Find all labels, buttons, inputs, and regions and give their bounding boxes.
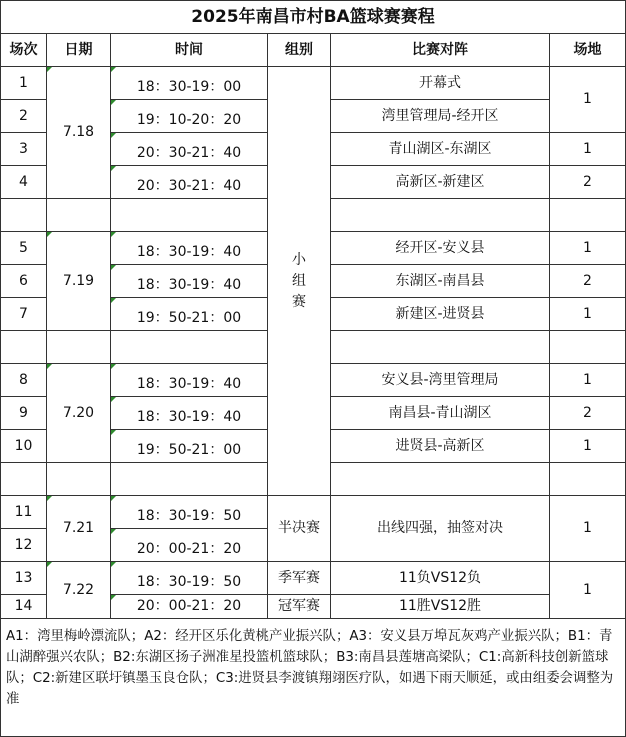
cell-comment-marker xyxy=(111,133,116,138)
spacer-cell xyxy=(111,331,268,364)
header-date: 日期 xyxy=(47,34,111,67)
header-matchup: 比赛对阵 xyxy=(331,34,550,67)
venue-cell: 2 xyxy=(550,265,626,298)
game-number: 9 xyxy=(0,397,47,430)
matchup-cell: 进贤县-高新区 xyxy=(331,430,550,463)
header-time: 时间 xyxy=(111,34,268,67)
cell-comment-marker xyxy=(47,232,52,237)
spacer-cell xyxy=(111,199,268,232)
spacer-cell xyxy=(331,199,550,232)
date-cell: 7.20 xyxy=(47,364,111,463)
date-cell: 7.22 xyxy=(47,562,111,619)
matchup-cell: 11胜VS12胜 xyxy=(331,595,550,619)
matchup-cell: 11负VS12负 xyxy=(331,562,550,595)
header-group: 组别 xyxy=(268,34,331,67)
cell-comment-marker xyxy=(111,67,116,72)
matchup-cell: 出线四强，抽签对决 xyxy=(331,496,550,562)
semifinal-label: 半决赛 xyxy=(268,496,331,562)
matchup-cell: 青山湖区-东湖区 xyxy=(331,133,550,166)
venue-cell: 1 xyxy=(550,562,626,619)
game-number: 4 xyxy=(0,166,47,199)
time-cell: 18：30-19：40 xyxy=(111,397,268,430)
game-number: 10 xyxy=(0,430,47,463)
game-number: 5 xyxy=(0,232,47,265)
final-label: 冠军赛 xyxy=(268,595,331,619)
cell-comment-marker xyxy=(47,364,52,369)
venue-cell: 1 xyxy=(550,298,626,331)
time-cell: 18：30-19：50 xyxy=(111,562,268,595)
game-number: 1 xyxy=(0,67,47,100)
cell-comment-marker xyxy=(111,397,116,402)
spacer-cell xyxy=(550,199,626,232)
cell-comment-marker xyxy=(111,232,116,237)
game-number: 11 xyxy=(0,496,47,529)
game-number: 14 xyxy=(0,595,47,619)
venue-cell: 1 xyxy=(550,496,626,562)
game-number: 2 xyxy=(0,100,47,133)
matchup-cell: 经开区-安义县 xyxy=(331,232,550,265)
game-number: 6 xyxy=(0,265,47,298)
matchup-cell: 湾里管理局-经开区 xyxy=(331,100,550,133)
cell-comment-marker xyxy=(111,265,116,270)
header-game-no: 场次 xyxy=(0,34,47,67)
time-cell: 20：00-21：20 xyxy=(111,595,268,619)
venue-cell: 1 xyxy=(550,67,626,133)
spacer-cell xyxy=(0,199,47,232)
table-title: 2025年南昌市村BA篮球赛赛程 xyxy=(0,0,626,34)
cell-comment-marker xyxy=(111,364,116,369)
time-cell: 19：50-21：00 xyxy=(111,298,268,331)
spacer-cell xyxy=(550,331,626,364)
date-cell: 7.19 xyxy=(47,232,111,331)
game-number: 8 xyxy=(0,364,47,397)
time-cell: 19：10-20：20 xyxy=(111,100,268,133)
venue-cell: 1 xyxy=(550,133,626,166)
spacer-cell xyxy=(550,463,626,496)
time-cell: 18：30-19：00 xyxy=(111,67,268,100)
game-number: 13 xyxy=(0,562,47,595)
game-number: 3 xyxy=(0,133,47,166)
time-cell: 20：00-21：20 xyxy=(111,529,268,562)
time-cell: 18：30-19：40 xyxy=(111,232,268,265)
spacer-cell xyxy=(111,463,268,496)
matchup-cell: 新建区-进贤县 xyxy=(331,298,550,331)
matchup-cell: 南昌县-青山湖区 xyxy=(331,397,550,430)
header-venue: 场地 xyxy=(550,34,626,67)
cell-comment-marker xyxy=(111,298,116,303)
team-notes: A1：湾里梅岭漂流队；A2：经开区乐化黄桃产业振兴队；A3：安义县万埠瓦灰鸡产业振兴队；B1：青山湖醉强兴农队；B2:东湖区扬子洲准星投篮机篮球队；B3:南昌县莲塘高梁队；C1:高新科技创新篮球队；C2:新建区联圩镇墨玉良仓队；C3:进贤县李渡镇翔翊医疗队，如遇下雨天顺延，或由组委会调整为准 xyxy=(0,619,626,737)
cell-comment-marker xyxy=(47,496,52,501)
group-stage-label: 小 组 赛 xyxy=(268,67,331,496)
venue-cell: 1 xyxy=(550,364,626,397)
cell-comment-marker xyxy=(111,496,116,501)
cell-comment-marker xyxy=(47,67,52,72)
time-cell: 18：30-19：50 xyxy=(111,496,268,529)
game-number: 12 xyxy=(0,529,47,562)
spacer-cell xyxy=(331,463,550,496)
spacer-cell xyxy=(47,463,111,496)
spacer-cell xyxy=(47,331,111,364)
cell-comment-marker xyxy=(111,595,116,600)
venue-cell: 2 xyxy=(550,166,626,199)
venue-cell: 1 xyxy=(550,430,626,463)
time-cell: 19：50-21：00 xyxy=(111,430,268,463)
cell-comment-marker xyxy=(111,100,116,105)
spacer-cell xyxy=(0,463,47,496)
time-cell: 18：30-19：40 xyxy=(111,364,268,397)
venue-cell: 1 xyxy=(550,232,626,265)
cell-comment-marker xyxy=(111,562,116,567)
time-cell: 20：30-21：40 xyxy=(111,166,268,199)
cell-comment-marker xyxy=(111,430,116,435)
matchup-cell: 开幕式 xyxy=(331,67,550,100)
date-cell: 7.21 xyxy=(47,496,111,562)
spacer-cell xyxy=(331,331,550,364)
time-cell: 18：30-19：40 xyxy=(111,265,268,298)
matchup-cell: 安义县-湾里管理局 xyxy=(331,364,550,397)
cell-comment-marker xyxy=(111,166,116,171)
venue-cell: 2 xyxy=(550,397,626,430)
game-number: 7 xyxy=(0,298,47,331)
date-cell: 7.18 xyxy=(47,67,111,199)
matchup-cell: 高新区-新建区 xyxy=(331,166,550,199)
time-cell: 20：30-21：40 xyxy=(111,133,268,166)
cell-comment-marker xyxy=(111,529,116,534)
spacer-cell xyxy=(47,199,111,232)
cell-comment-marker xyxy=(47,562,52,567)
matchup-cell: 东湖区-南昌县 xyxy=(331,265,550,298)
spacer-cell xyxy=(0,331,47,364)
third-place-label: 季军赛 xyxy=(268,562,331,595)
